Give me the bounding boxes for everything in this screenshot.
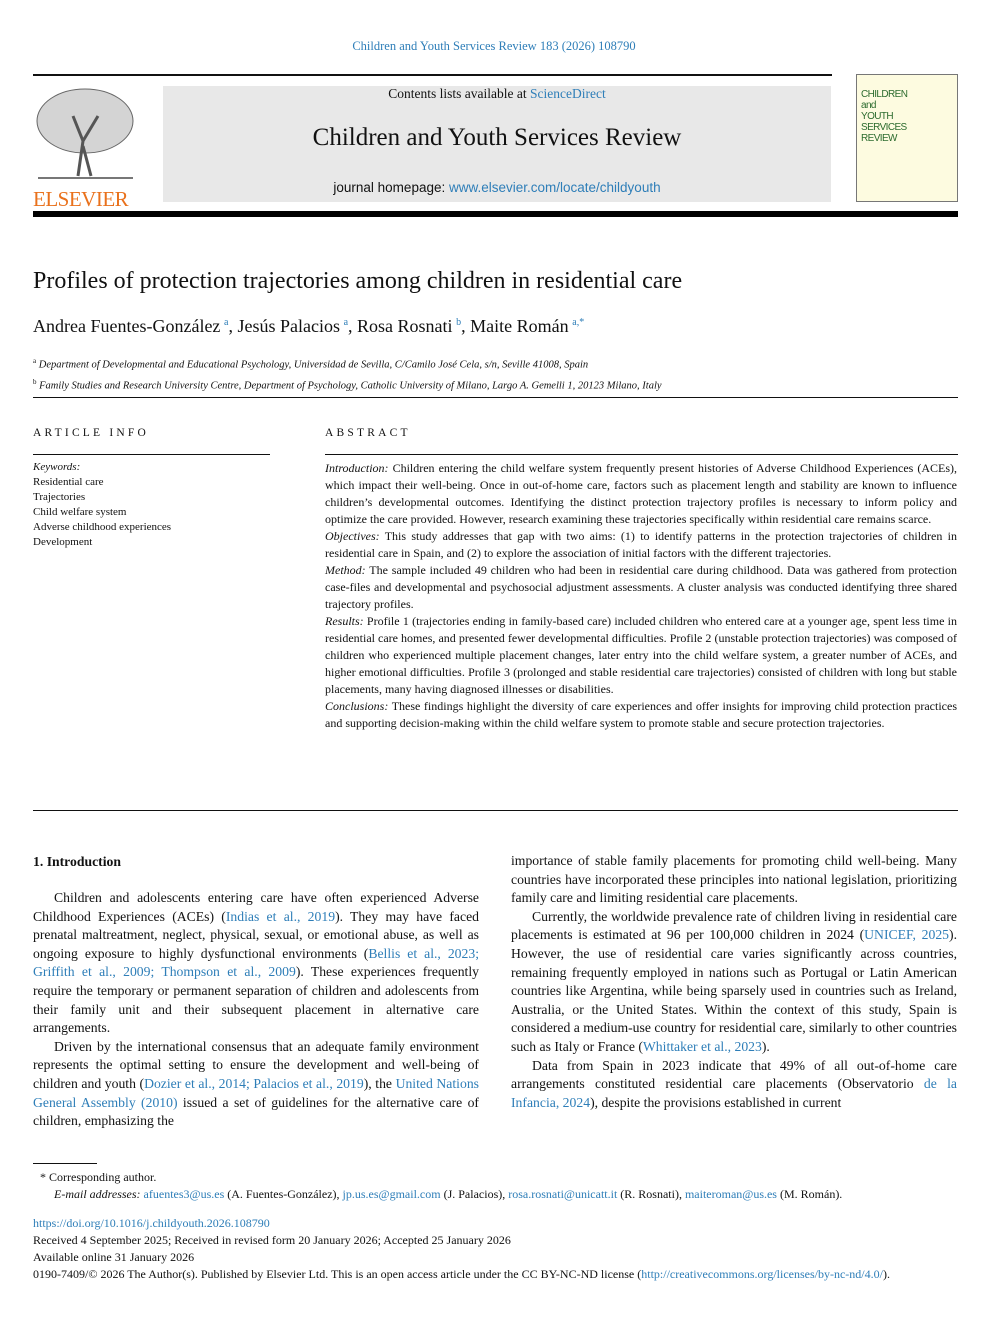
cover-title-line: CHILDREN bbox=[861, 89, 908, 100]
journal-reference[interactable]: Children and Youth Services Review 183 (2026) 108790 bbox=[352, 39, 636, 53]
journal-title: Children and Youth Services Review bbox=[312, 124, 682, 151]
abstract-section-label: Introduction: bbox=[325, 461, 389, 475]
body-text: ). However, the use of residential care varies significantly across countries, remaining frequently employed in nations such as Portugal or Latin American countries like Argentina, while being sparsely used in countries such as Ireland, Australia, or the United States. Within the context of this study, Spain is considered a medium-use country for residential care, similarly to other countries such as Italy or France ( bbox=[511, 927, 957, 1054]
abstract-heading: ABSTRACT bbox=[325, 427, 411, 439]
body-text: Driven by the international consensus that an adequate family environment represents the optimal setting to ensure the development and well-being of children and youth ( bbox=[33, 1038, 479, 1091]
email-owner: (M. Román). bbox=[776, 1187, 843, 1201]
citation-link[interactable]: Whittaker et al., 2023 bbox=[642, 1038, 762, 1054]
email-owner: (J. Palacios), bbox=[440, 1187, 509, 1201]
keyword: Adverse childhood experiences bbox=[33, 521, 172, 533]
journal-cover[interactable] bbox=[856, 74, 958, 202]
keyword: Trajectories bbox=[33, 491, 86, 503]
author-affiliation-mark[interactable]: a bbox=[343, 317, 349, 328]
journal-banner bbox=[163, 86, 831, 202]
abstract-section-text: This study addresses that gap with two aims: (1) to identify patterns in the protection trajectories of children in residential care in Spain, and (2) to explore the association of initial factors with the different trajectories. bbox=[325, 529, 957, 560]
affiliation bbox=[33, 374, 662, 395]
article-title: Profiles of protection trajectories among children in residential care bbox=[33, 268, 683, 294]
affiliation-mark: b bbox=[33, 377, 37, 386]
author-name[interactable]: Maite Román bbox=[470, 316, 569, 336]
sciencedirect-link[interactable]: ScienceDirect bbox=[530, 86, 606, 101]
cover-title-line: REVIEW bbox=[861, 133, 897, 144]
paragraph bbox=[511, 1057, 957, 1113]
keyword: Child welfare system bbox=[33, 506, 127, 518]
cover-title-line: YOUTH bbox=[861, 111, 894, 122]
email-link[interactable]: rosa.rosnati@unicatt.it bbox=[508, 1187, 618, 1201]
citation-link[interactable]: Bellis et al., 2023; Griffith et al., 2009; Thompson et al., 2009 bbox=[33, 945, 479, 980]
body-text: Data from Spain in 2023 indicate that 49% of all out-of-home care arrangements constituted residential care placements (Observatorio bbox=[511, 1057, 957, 1092]
citation-link[interactable]: United Nations General Assembly (2010) bbox=[33, 1075, 479, 1110]
divider bbox=[33, 397, 958, 398]
email-owner: (A. Fuentes-González), bbox=[224, 1187, 343, 1201]
divider bbox=[325, 454, 958, 455]
author-list: Andrea Fuentes-González $^a$, Jesús Palacios $^a$, Rosa Rosnati $^b$, Maite Román $^{a,*}$ bbox=[33, 316, 585, 336]
author-name[interactable]: Andrea Fuentes-González bbox=[33, 316, 221, 336]
cover-title-line: SERVICES bbox=[861, 122, 907, 133]
cover-title bbox=[861, 89, 953, 144]
abstract-section bbox=[325, 698, 957, 732]
article-footer bbox=[33, 1215, 958, 1283]
author-affiliation-mark[interactable]: a,* bbox=[572, 317, 585, 328]
abstract-section-label: Conclusions: bbox=[325, 699, 389, 713]
divider bbox=[33, 74, 832, 76]
contents-label: Contents lists available at bbox=[388, 86, 530, 101]
paragraph bbox=[511, 852, 957, 908]
abstract-section-label: Results: bbox=[325, 614, 364, 628]
abstract-section-text: Profile 1 (trajectories ending in family-based care) included children who entered care at a younger age, spent less time in residential care homes, and presented fewer developmental difficulties. Profile 2 (unstable protection trajectories) was composed of children who experienced multiple placement changes, later entry into the child welfare system, a greater number of ACEs, and higher emotional difficulties. Profile 3 (prolonged and stable residential care trajectories) consisted of children with long but stable placements, many having diagnosed illnesses or disabilities. bbox=[325, 614, 957, 696]
abstract-section-label: Method: bbox=[325, 563, 366, 577]
citation-link[interactable]: Dozier et al., 2014; Palacios et al., 2019 bbox=[144, 1075, 364, 1091]
license-link[interactable]: http://creativecommons.org/licenses/by-nc-nd/4.0/ bbox=[641, 1267, 883, 1281]
email-link[interactable]: afuentes3@us.es bbox=[143, 1187, 225, 1201]
citation-link[interactable]: de la Infancia, 2024 bbox=[511, 1076, 957, 1110]
body-text: issued a set of guidelines for the alternative care of children, emphasizing the bbox=[33, 1094, 479, 1129]
citation-link[interactable]: UNICEF, 2025 bbox=[864, 927, 950, 943]
abstract-section bbox=[325, 613, 957, 698]
body-text: ). They may have faced prenatal maltreatment, neglect, physical, sexual, or emotional abuse, as well as ongoing exposure to highly dysfunctional environments ( bbox=[33, 908, 479, 961]
elsevier-wordmark: ELSEVIER bbox=[33, 187, 129, 211]
affiliation-text: Family Studies and Research University Centre, Department of Psychology, Catholic University of Milano, Largo A. Gemelli 1, 20123 Milano, Italy bbox=[39, 380, 662, 391]
elsevier-logo bbox=[33, 86, 138, 211]
affiliation-mark: a bbox=[33, 357, 37, 365]
license-text: 0190-7409/© 2026 The Author(s). Published by Elsevier Ltd. This is an open access article under the CC BY-NC-ND license ( bbox=[33, 1267, 642, 1281]
divider bbox=[33, 1163, 97, 1164]
keyword: Development bbox=[33, 536, 93, 548]
cover-title-line: and bbox=[861, 100, 876, 111]
keywords-label: Keywords: bbox=[33, 461, 81, 473]
homepage-link[interactable]: www.elsevier.com/locate/childyouth bbox=[448, 180, 661, 195]
license-text: ). bbox=[882, 1267, 890, 1281]
affiliation-text: Department of Developmental and Educational Psychology, Universidad de Sevilla, C/Camilo José Cela, s/n, Seville 41008, Spain bbox=[38, 359, 589, 371]
tree-icon bbox=[33, 86, 138, 181]
body-text: importance of stable family placements for promoting child well-being. Many countries have incorporated these principles into national legislation, prioritizing family care and limiting residential care placements. bbox=[511, 853, 957, 906]
body-column-left bbox=[33, 889, 479, 1131]
body-text: ). bbox=[761, 1038, 770, 1054]
abstract-section-label: Objectives: bbox=[325, 529, 380, 543]
body-text: ). These experiences frequently require the temporary or permanent separation of children and adolescents from their family unit and their subsequent placement in alternative care arrangements. bbox=[33, 964, 480, 1036]
author-affiliation-mark[interactable]: b bbox=[456, 317, 462, 328]
email-label: E-mail addresses: bbox=[54, 1187, 141, 1201]
keyword: Residential care bbox=[33, 476, 104, 488]
body-text: Children and adolescents entering care have often experienced Adverse Childhood Experiences (ACEs) ( bbox=[33, 890, 479, 924]
affiliation bbox=[33, 353, 662, 374]
abstract-section-text: Children entering the child welfare system frequently present histories of Adverse Childhood Experiences (ACEs), which impact their well-being. Once in out-of-home care, factors such as placement length and stability are known to influence children’s developmental outcomes. Identifying the distinct protection trajectory profiles is necessary to inform policy and optimize the care provided. However, research examining these trajectories specifically within residential care remains scarce. bbox=[325, 461, 957, 526]
citation-link[interactable]: Indias et al., 2019 bbox=[225, 908, 336, 924]
divider bbox=[33, 211, 958, 217]
email-owner: (R. Rosnati), bbox=[617, 1187, 685, 1201]
homepage-label: journal homepage: bbox=[333, 180, 449, 195]
affiliations bbox=[33, 353, 662, 394]
body-text: ), the bbox=[363, 1075, 396, 1091]
email-link[interactable]: jp.us.es@gmail.com bbox=[342, 1187, 441, 1201]
abstract-section bbox=[325, 460, 957, 528]
author-name[interactable]: Rosa Rosnati bbox=[357, 316, 453, 336]
author-affiliation-mark[interactable]: a bbox=[224, 317, 229, 328]
abstract-section-text: The sample included 49 children who had been in residential care during childhood. Data was gathered from protection case-files and developmental and psychosocial adjustment assessments. A cluster analysis was conducted identifying three shared trajectory profiles. bbox=[325, 563, 957, 611]
article-info-heading: ARTICLE INFO bbox=[33, 427, 149, 439]
received-dates: Received 4 September 2025; Received in revised form 20 January 2026; Accepted 25 January 2026 bbox=[33, 1233, 511, 1247]
body-text: ), despite the provisions established in current bbox=[590, 1094, 842, 1110]
abstract-section-text: These findings highlight the diversity of care experiences and offer insights for improving child protection practices and supporting decision-making within the child welfare system to promote stable and secure protection trajectories. bbox=[325, 699, 957, 730]
body-column-right bbox=[511, 852, 957, 1112]
license-statement bbox=[33, 1266, 958, 1283]
footnote bbox=[40, 1169, 842, 1203]
keywords bbox=[33, 460, 171, 550]
paragraph bbox=[33, 889, 479, 1038]
section-heading-introduction: 1. Introduction bbox=[33, 854, 121, 869]
abstract-section bbox=[325, 528, 957, 562]
body-text: Currently, the worldwide prevalence rate of children living in residential care placements is estimated at 96 per 100,000 children in 2024 ( bbox=[511, 908, 957, 943]
divider bbox=[33, 454, 270, 455]
abstract bbox=[325, 460, 957, 732]
available-online: Available online 31 January 2026 bbox=[33, 1250, 195, 1264]
paragraph bbox=[511, 908, 957, 1057]
author-name[interactable]: Jesús Palacios bbox=[237, 316, 340, 336]
corresponding-author-note: * Corresponding author. bbox=[40, 1170, 157, 1184]
paragraph bbox=[33, 1038, 479, 1131]
abstract-section bbox=[325, 562, 957, 613]
email-link[interactable]: maiteroman@us.es bbox=[684, 1187, 777, 1201]
divider bbox=[33, 810, 958, 811]
doi-link[interactable]: https://doi.org/10.1016/j.childyouth.2026.108790 bbox=[33, 1216, 270, 1230]
